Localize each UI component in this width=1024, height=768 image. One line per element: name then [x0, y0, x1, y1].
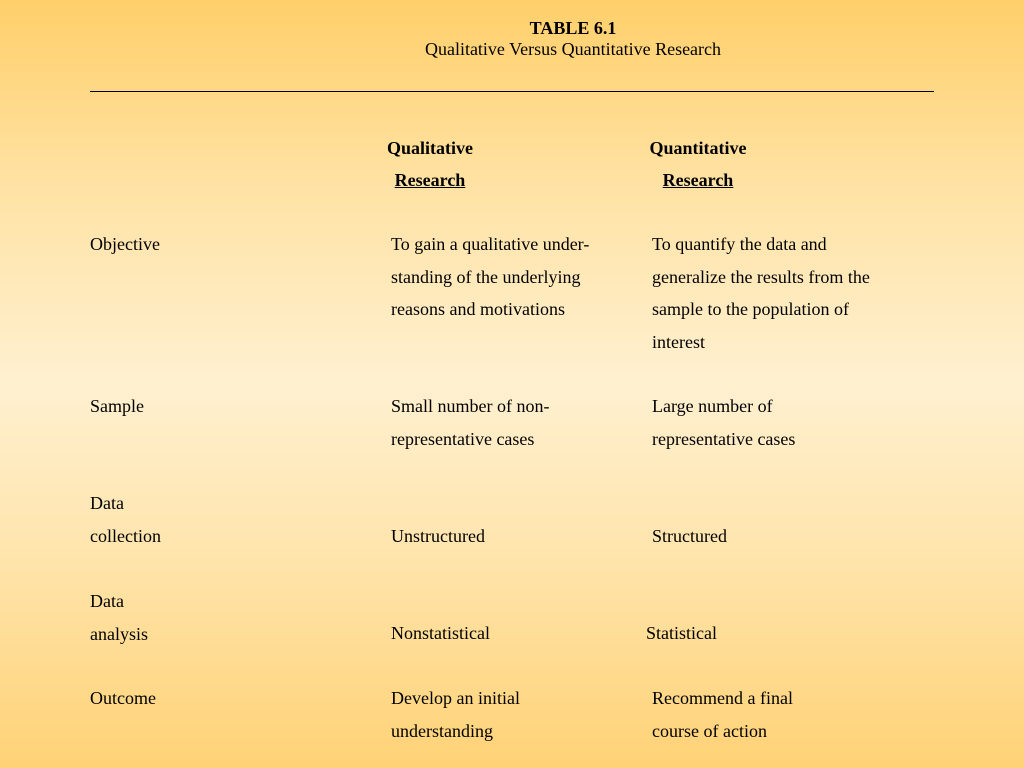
cell-line: interest [652, 331, 705, 352]
column-header-line: Research [394, 170, 466, 190]
cell-line: Structured [652, 526, 727, 546]
row-label-data-analysis [90, 585, 148, 650]
title-divider [90, 91, 934, 92]
row-label-line: analysis [90, 623, 148, 644]
row-label-sample [90, 390, 144, 423]
cell-quantitative-objective [652, 228, 870, 358]
row-label-line: Objective [90, 234, 160, 254]
cell-line: Small number of non- [391, 396, 550, 416]
cell-qualitative-outcome [391, 682, 520, 747]
cell-line: course of action [652, 720, 767, 741]
row-label-line: collection [90, 525, 161, 546]
cell-line: standing of the underlying [391, 266, 581, 287]
cell-line: representative cases [652, 428, 796, 449]
cell-quantitative-data-analysis [646, 617, 717, 650]
column-header-quantitative [638, 132, 758, 196]
cell-line: sample to the population of [652, 299, 849, 319]
cell-line: Recommend a final [652, 688, 793, 708]
row-label-line: Data [90, 591, 124, 611]
cell-line: Statistical [646, 623, 717, 643]
table-title: TABLE 6.1 [529, 18, 617, 38]
column-header-qualitative [370, 132, 490, 196]
cell-line: Develop an initial [391, 688, 520, 708]
column-header-line: Research [662, 170, 734, 190]
cell-quantitative-sample [652, 390, 795, 455]
cell-quantitative-data-collection [652, 520, 727, 553]
cell-line: Unstructured [391, 526, 485, 546]
cell-line: Nonstatistical [391, 623, 490, 643]
row-label-objective [90, 228, 160, 261]
cell-line: generalize the results from the [652, 266, 870, 287]
cell-line: representative cases [391, 428, 535, 449]
table-subtitle: Qualitative Versus Quantitative Research [424, 39, 722, 59]
cell-qualitative-data-analysis [391, 617, 490, 650]
row-label-line: Data [90, 493, 124, 513]
cell-line: To quantify the data and [652, 234, 827, 254]
row-label-line: Sample [90, 396, 144, 416]
cell-qualitative-sample [391, 390, 549, 455]
cell-line: Large number of [652, 396, 773, 416]
column-header-line: Qualitative [387, 138, 473, 158]
cell-line: To gain a qualitative under- [391, 234, 590, 254]
cell-line: understanding [391, 720, 493, 741]
cell-qualitative-data-collection [391, 520, 485, 553]
column-header-line: Quantitative [649, 138, 747, 158]
cell-line: reasons and motivations [391, 299, 565, 319]
cell-qualitative-objective [391, 228, 589, 326]
row-label-data-collection [90, 487, 161, 552]
row-label-outcome [90, 682, 156, 715]
row-label-line: Outcome [90, 688, 156, 708]
cell-quantitative-outcome [652, 682, 793, 747]
